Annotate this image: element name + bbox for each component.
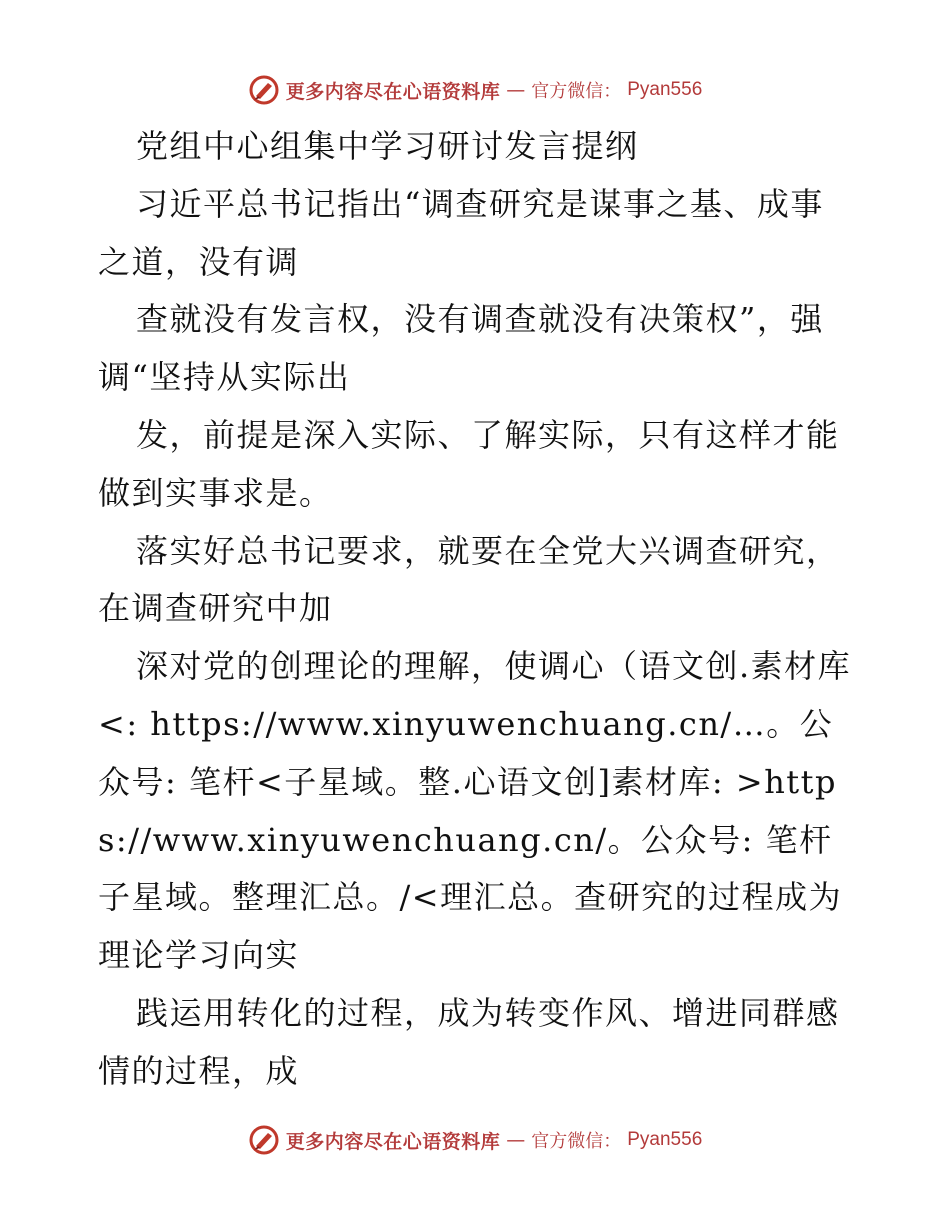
banner-wechat-id: Pyan556 (627, 79, 703, 100)
banner-separator: — (506, 1129, 526, 1151)
paragraph: 发，前提是深入实际、了解实际，只有这样才能做到实事求是。 (98, 415, 840, 512)
paragraph: 习近平总书记指出“调查研究是谋事之基、成事之道，没有调 (98, 184, 824, 281)
document-body (98, 118, 854, 1101)
paragraph: 深对党的创理论的理解，使调心（语文创.素材库<: https://www.xinyuwenchuang.cn/…。公众号: 笔杆<子星域。整.心语文创]素材库: >https://www.xinyuwenchuang.cn/。公众号: 笔杆子星域。整理汇总。/<理汇总。查研究的过程成为理论学习向实 (98, 647, 852, 975)
banner-wechat-id: Pyan556 (627, 1129, 703, 1150)
banner-text: 更多内容尽在心语资料库 (285, 1130, 501, 1153)
footer-banner (0, 1120, 950, 1160)
banner-text: 更多内容尽在心语资料库 (285, 80, 501, 103)
paragraph: 落实好总书记要求，就要在全党大兴调查研究，在调查研究中加 (98, 531, 840, 628)
paragraph: 践运用转化的过程，成为转变作风、增进同群感情的过程，成 (98, 993, 840, 1090)
banner-wechat-label: 官方微信： (531, 81, 622, 102)
document-title: 党组中心组集中学习研讨发言提纲 (136, 127, 639, 165)
banner-separator: — (506, 79, 526, 101)
red-brush-logo-icon (248, 74, 280, 106)
banner-wechat-label: 官方微信： (531, 1131, 622, 1152)
paragraph: 查就没有发言权，没有调查就没有决策权”，强调“坚持从实际出 (98, 300, 824, 397)
red-brush-logo-icon (248, 1124, 280, 1156)
header-banner (0, 70, 950, 110)
